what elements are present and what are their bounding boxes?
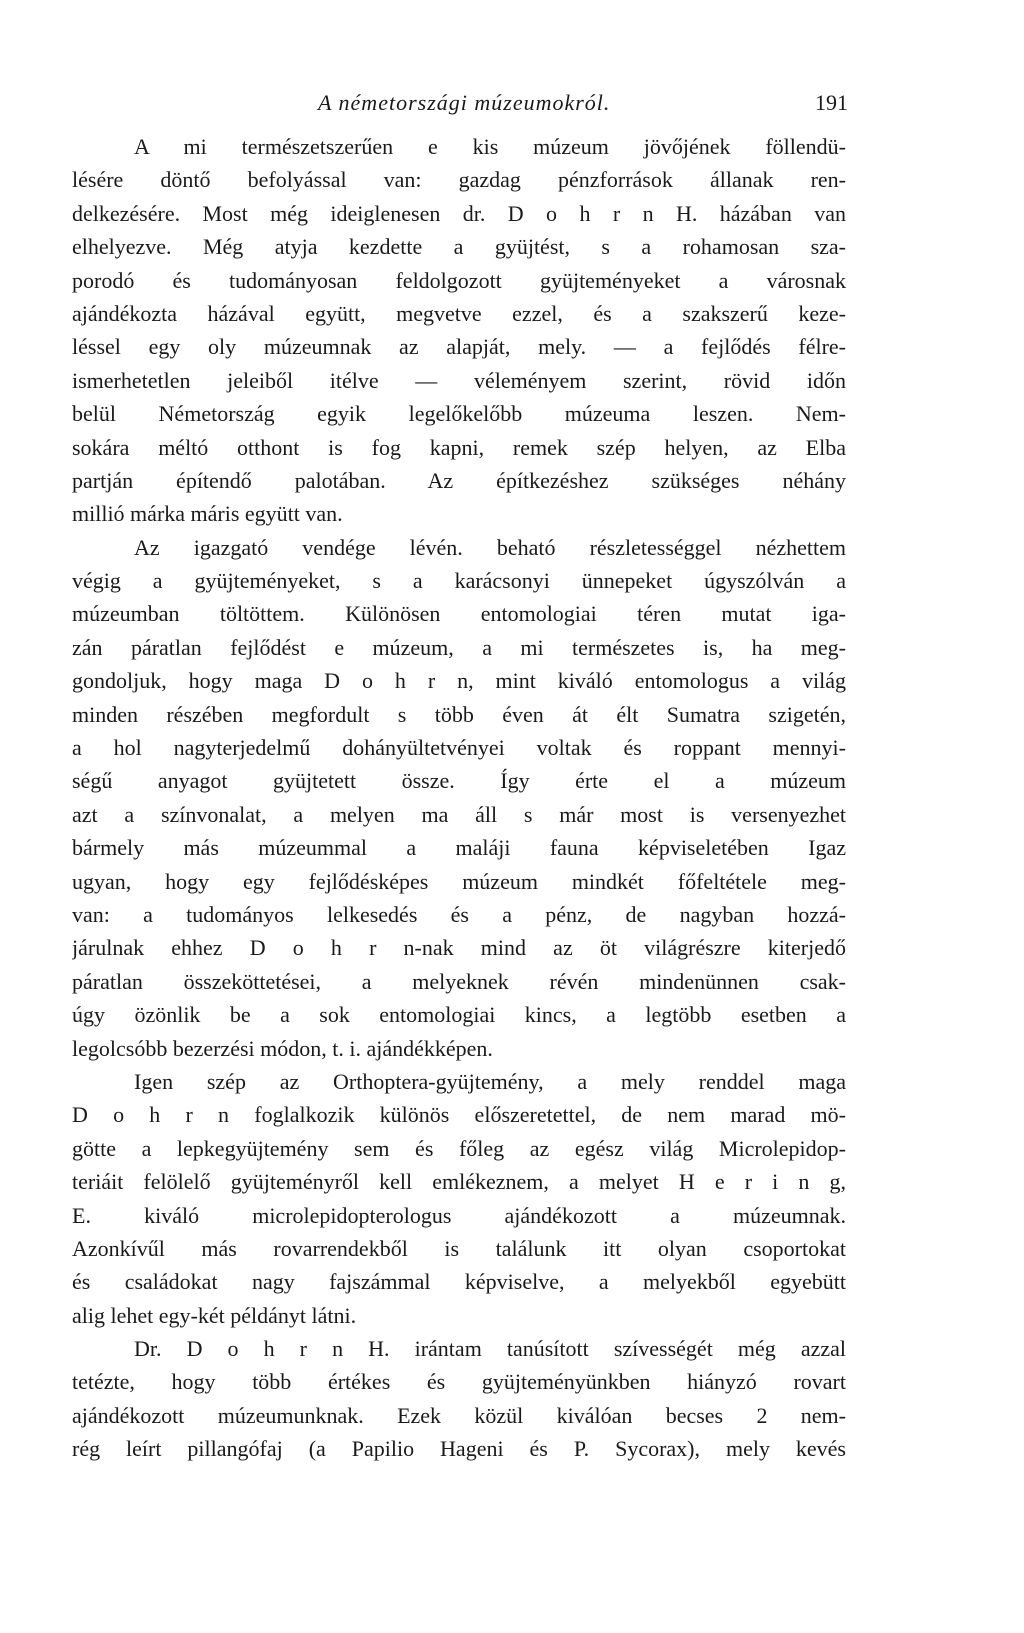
text-line: páratlan összeköttetései, a melyeknek révén mindenünnen csak- [72,968,846,994]
text-line: gondoljuk, hogy maga D o h r n, mint kiváló entomologus a világ [72,668,846,694]
text-line: léssel egy oly múzeumnak az alapját, mely. — a fejlődés félre- [72,334,846,360]
text-line: delkezésére. Most még ideiglenesen dr. D o h r n H. házában van [72,200,846,226]
text-line: götte a lepkegyüjtemény sem és főleg az egész világ Microlepidop- [72,1135,846,1161]
text-line: rég leírt pillangófaj (a Papilio Hageni és P. Sycorax), mely kevés [72,1436,846,1462]
text-line: ismerhetetlen jeleiből itélve — véleményem szerint, rövid időn [72,367,846,393]
text-line: Az igazgató vendége lévén. beható részletességgel nézhettem [134,534,846,560]
text-line: ajándékozta házával együtt, megvetve ezzel, és a szakszerű keze- [72,300,846,326]
text-line: tetézte, hogy több értékes és gyüjteményünkben hiányzó rovart [72,1369,846,1395]
text-line: millió márka máris együtt van. [72,501,343,527]
text-line: partján építendő palotában. Az építkezéshez szükséges néhány [72,467,846,493]
text-line: E. kiváló microlepidopterologus ajándékozott a múzeumnak. [72,1202,846,1228]
text-line: legolcsóbb bezerzési módon, t. i. ajándékképen. [72,1035,493,1061]
text-line: porodó és tudományosan feldolgozott gyüjteményeket a városnak [72,267,846,293]
text-line: és családokat nagy fajszámmal képviselve, a melyekből egyebütt [72,1269,846,1295]
page-number: 191 [815,90,848,115]
body-text [72,130,846,1466]
text-line: múzeumban töltöttem. Különösen entomologiai téren mutat iga- [72,601,846,627]
text-line: ugyan, hogy egy fejlődésképes múzeum mindkét főfeltétele meg- [72,868,846,894]
text-line: zán páratlan fejlődést e múzeum, a mi természetes is, ha meg- [72,634,846,660]
text-line: járulnak ehhez D o h r n-nak mind az öt világrészre kiterjedő [72,935,846,961]
text-line: D o h r n foglalkozik különös előszeretettel, de nem marad mö- [72,1102,846,1128]
text-line: ajándékozott múzeumunknak. Ezek közül kiválóan becses 2 nem- [72,1402,846,1428]
text-line: teriáit felölelő gyüjteményről kell emlékeznem, a melyet H e r i n g, [72,1169,846,1195]
text-line: elhelyezve. Még atyja kezdette a gyüjtést, s a rohamosan sza- [72,234,846,260]
text-line: van: a tudományos lelkesedés és a pénz, de nagyban hozzá- [72,901,846,927]
text-line: bármely más múzeummal a maláji fauna képviseletében Igaz [72,835,846,861]
text-line: A mi természetszerűen e kis múzeum jövőjének föllendü- [134,134,846,159]
text-line: azt a színvonalat, a melyen ma áll s már most is versenyezhet [72,801,846,827]
text-line: Dr. D o h r n H. irántam tanúsított szívességét még azzal [134,1336,846,1362]
text-line: úgy özönlik be a sok entomologiai kincs, a legtöbb esetben a [72,1002,846,1028]
text-line: alig lehet egy-két példányt látni. [72,1302,357,1328]
text-line: minden részében megfordult s több éven át élt Sumatra szigetén, [72,701,846,727]
text-line: Igen szép az Orthoptera-gyüjtemény, a mely renddel maga [134,1068,846,1094]
page-header [0,90,1024,120]
text-line: Azonkívűl más rovarrendekből is találunk itt olyan csoportokat [72,1235,846,1261]
text-line: a hol nagyterjedelmű dohányültetvényei voltak és roppant mennyi- [72,735,846,761]
text-line: belül Németország egyik legelőkelőbb múzeuma leszen. Nem- [72,401,846,427]
text-line: lésére döntő befolyással van: gazdag pénzforrások állanak ren- [72,167,846,193]
running-title: A németországi múzeumokról. [318,90,611,115]
text-line: sokára méltó otthont is fog kapni, remek szép helyen, az Elba [72,434,846,460]
text-line: ségű anyagot gyüjtetett össze. Így érte el a múzeum [72,768,846,794]
text-line: végig a gyüjteményeket, s a karácsonyi ünnepeket úgyszólván a [72,568,846,594]
